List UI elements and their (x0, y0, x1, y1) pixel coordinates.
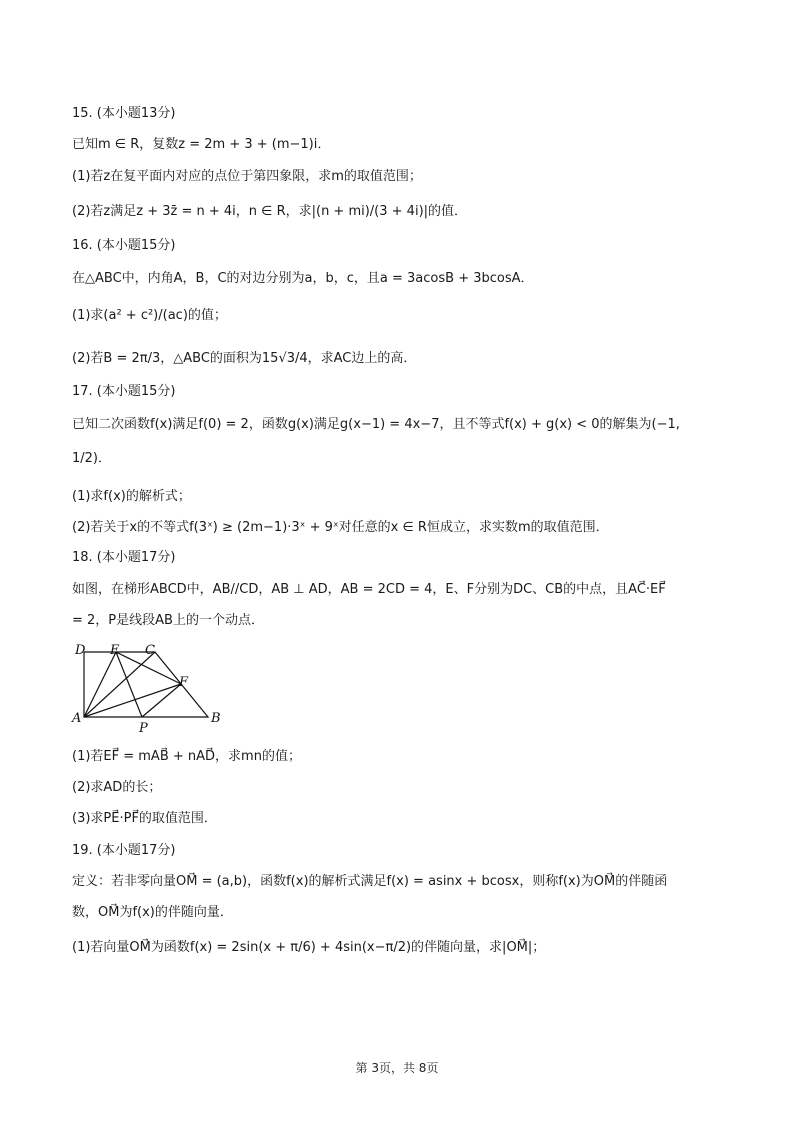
label-A: A (72, 711, 82, 726)
q19-part1: (1)若向量OM⃗为函数f(x) = 2sin(x + π/6) + 4sin(x−π/2)的伴随向量，求|OM⃗|； (72, 940, 546, 955)
label-E: E (110, 643, 120, 658)
q17-part2: (2)若关于x的不等式f(3ˣ) ≥ (2m−1)·3ˣ + 9ˣ对任意的x ∈ R恒成立，求实数m的取值范围． (72, 520, 609, 535)
q19-stem: 定义：若非零向量OM⃗ = (a,b)，函数f(x)的解析式满足f(x) = asinx + bcosx，则称f(x)为OM⃗的伴随函 (72, 874, 668, 889)
label-D: D (75, 643, 86, 658)
label-P: P (139, 721, 148, 735)
q17-heading: 17. (本小题15分) (72, 384, 176, 399)
q18-part1: (1)若EF⃗ = mAB⃗ + nAD⃗，求mn的值； (72, 749, 301, 764)
label-C: C (145, 643, 155, 658)
q19-stem-cont: 数，OM⃗为f(x)的伴随向量． (72, 905, 233, 920)
trapezoid-figure (70, 640, 230, 735)
label-B: B (211, 711, 221, 726)
segment-PF (142, 684, 181, 717)
q16-stem: 在△ABC中，内角A，B，C的对边分别为a，b，c，且a = 3acosB + 3bcosA． (72, 271, 534, 286)
q15-part1: (1)若z在复平面内对应的点位于第四象限，求m的取值范围； (72, 169, 422, 184)
q18-part2: (2)求AD的长； (72, 780, 162, 795)
q17-stem: 已知二次函数f(x)满足f(0) = 2，函数g(x)满足g(x−1) = 4x−7，且不等式f(x) + g(x) < 0的解集为(−1, (72, 417, 680, 432)
q16-heading: 16. (本小题15分) (72, 238, 176, 253)
q16-part2: (2)若B = 2π/3，△ABC的面积为15√3/4，求AC边上的高． (72, 351, 417, 366)
q18-part3: (3)求PE⃗·PF⃗的取值范围． (72, 811, 217, 826)
trapezoid-outline (84, 652, 208, 717)
q17-part1: (1)求f(x)的解析式； (72, 489, 191, 504)
q18-stem: 如图，在梯形ABCD中，AB//CD，AB ⊥ AD，AB = 2CD = 4，E、F分别为DC、CB的中点，且AC⃗·EF⃗ (72, 582, 666, 597)
q15-part2: (2)若z满足z + 3z̄ = n + 4i，n ∈ R，求|(n + mi)/(3 + 4i)|的值． (72, 204, 468, 219)
label-F: F (179, 675, 189, 690)
page-footer: 第 3页，共 8页 (355, 1061, 439, 1075)
q18-stem-cont: = 2，P是线段AB上的一个动点． (72, 613, 264, 628)
q17-stem-cont: 1/2)． (72, 451, 111, 466)
q16-part1: (1)求(a² + c²)/(ac)的值； (72, 308, 227, 323)
q19-heading: 19. (本小题17分) (72, 843, 176, 858)
q18-heading: 18. (本小题17分) (72, 550, 176, 565)
q15-stem: 已知m ∈ R，复数z = 2m + 3 + (m−1)i． (72, 137, 331, 152)
q15-heading: 15. (本小题13分) (72, 106, 176, 121)
segment-AF (84, 684, 181, 717)
